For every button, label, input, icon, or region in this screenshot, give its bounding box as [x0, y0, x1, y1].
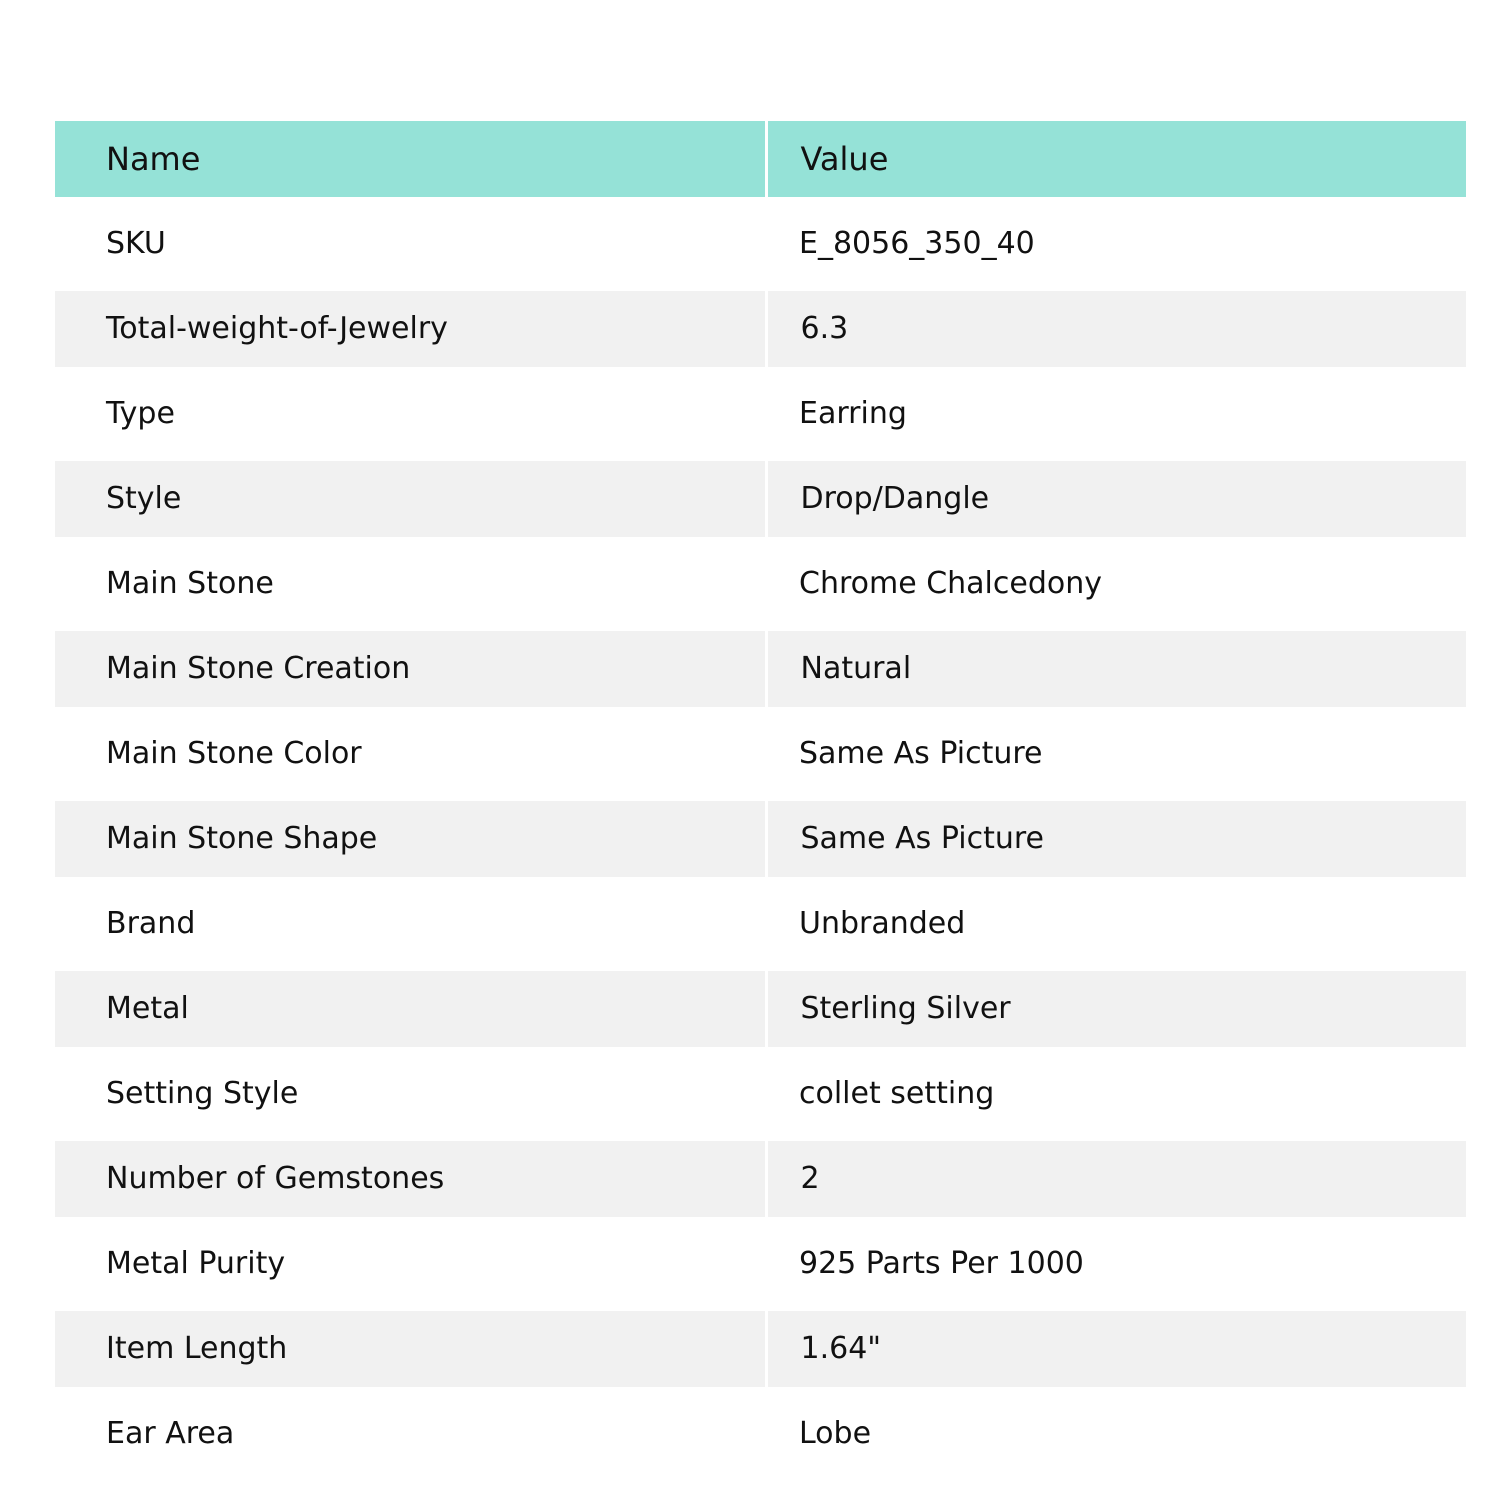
attribute-value: Drop/Dangle [800, 481, 990, 516]
attribute-value: Chrome Chalcedony [799, 566, 1103, 601]
attribute-name: Type [106, 396, 175, 431]
attribute-name: Main Stone Color [106, 736, 362, 771]
table-row [55, 971, 1466, 1047]
table-row [55, 1141, 1466, 1217]
attribute-name: Main Stone Creation [55, 631, 766, 707]
attribute-name: Metal Purity [106, 1246, 286, 1281]
attribute-name: Total-weight-of-Jewelry [55, 291, 766, 367]
attribute-value: 6.3 [800, 311, 849, 346]
attribute-value: collet setting [799, 1076, 995, 1111]
header-row [55, 121, 1466, 197]
column-header-value: Value [766, 121, 1466, 197]
attribute-name: Main Stone [106, 566, 274, 601]
table-row [55, 1387, 1466, 1481]
attribute-value: Same As Picture [800, 821, 1045, 856]
attribute-value: Lobe [799, 1416, 872, 1451]
attribute-name: Ear Area [106, 1416, 235, 1451]
table-row [55, 291, 1466, 367]
table-row [55, 631, 1466, 707]
table-row [55, 367, 1466, 461]
table-row [55, 877, 1466, 971]
attribute-value: Sterling Silver [800, 991, 1011, 1026]
table-header [55, 121, 1466, 197]
table-row [55, 1047, 1466, 1141]
attribute-value: Unbranded [799, 906, 966, 941]
attribute-name: SKU [106, 226, 166, 261]
table-body [55, 197, 1466, 1481]
table-row [55, 197, 1466, 291]
table-row [55, 801, 1466, 877]
attribute-value: E_8056_350_40 [799, 226, 1035, 261]
attribute-value: Same As Picture [799, 736, 1043, 771]
attribute-value: Natural [800, 651, 912, 686]
specifications-table [55, 121, 1466, 1481]
attribute-value: 1.64" [800, 1331, 882, 1366]
attribute-name: Setting Style [106, 1076, 299, 1111]
table-row [55, 1217, 1466, 1311]
attribute-name: Style [55, 461, 766, 537]
table-row [55, 707, 1466, 801]
table-row [55, 537, 1466, 631]
attribute-name: Number of Gemstones [55, 1141, 766, 1217]
attribute-value: Earring [799, 396, 907, 431]
attribute-name: Item Length [55, 1311, 766, 1387]
attribute-value: 2 [800, 1161, 820, 1196]
column-header-name: Name [55, 121, 766, 197]
attribute-name: Brand [106, 906, 196, 941]
table-row [55, 1311, 1466, 1387]
attribute-value: 925 Parts Per 1000 [799, 1246, 1084, 1281]
attribute-name: Metal [55, 971, 766, 1047]
attribute-name: Main Stone Shape [55, 801, 766, 877]
table-row [55, 461, 1466, 537]
